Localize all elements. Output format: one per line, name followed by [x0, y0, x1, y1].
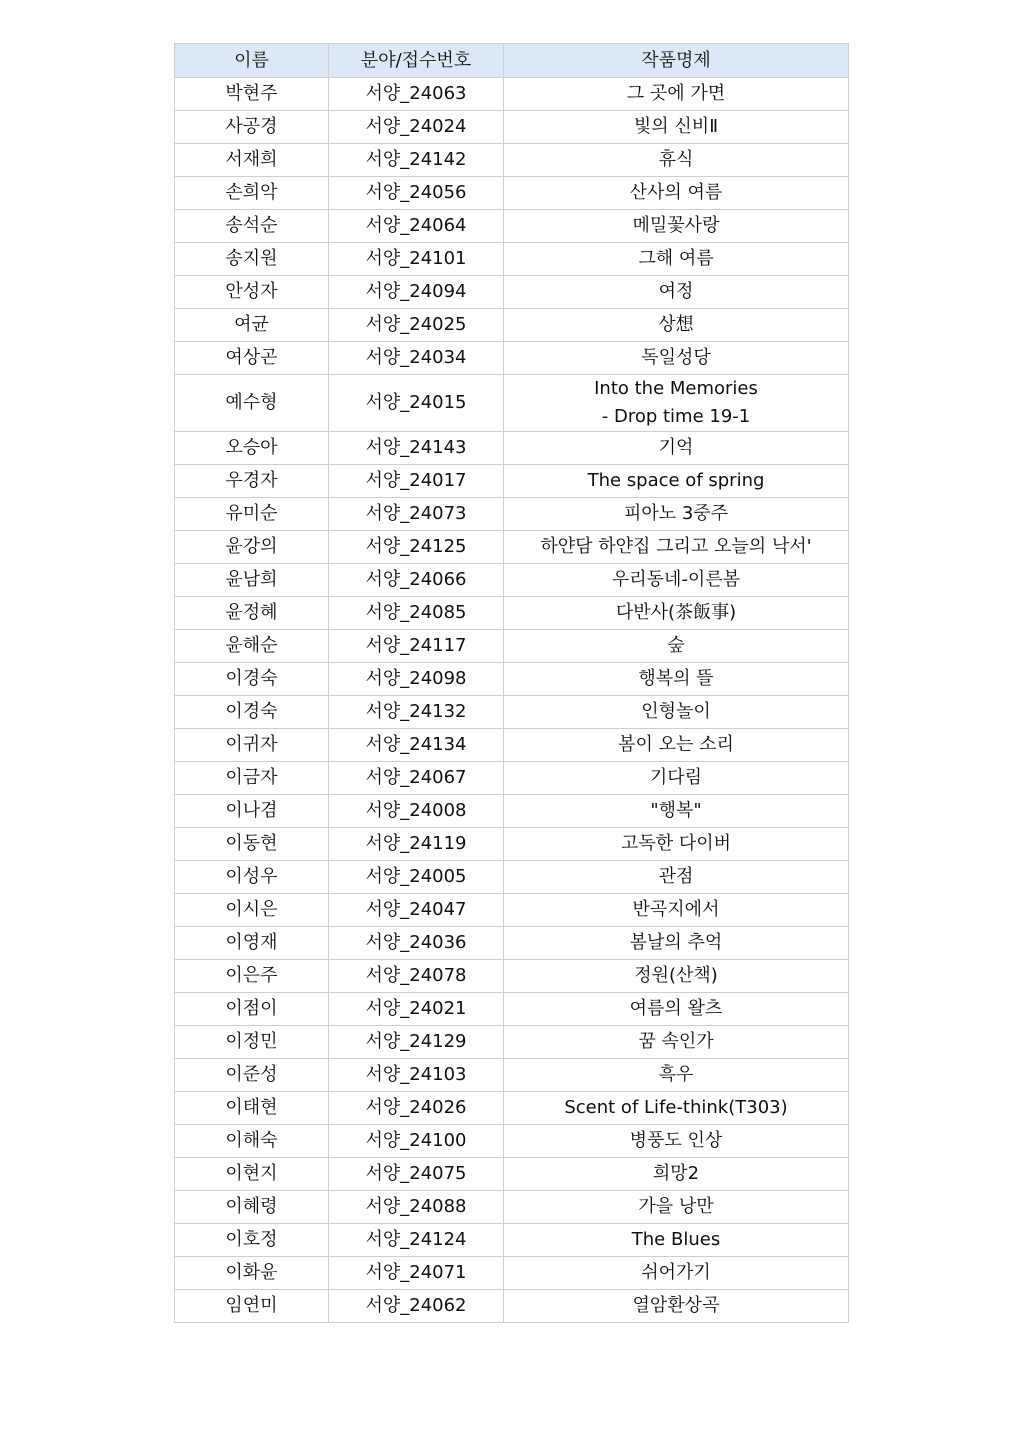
artwork-title-line: 하얀담 하얀집 그리고 오늘의 낙서' — [540, 536, 812, 557]
table-row — [175, 795, 849, 828]
table-row — [175, 78, 849, 111]
artist-name-cell: 윤강의 — [175, 531, 329, 564]
artwork-title-line: 피아노 3중주 — [623, 503, 729, 524]
table-row — [175, 276, 849, 309]
artwork-title-cell — [504, 1158, 849, 1191]
artwork-title-line: The Blues — [631, 1229, 721, 1250]
artist-name-cell: 임연미 — [175, 1290, 329, 1323]
artist-name-cell: 이경숙 — [175, 696, 329, 729]
artwork-title-cell — [504, 1059, 849, 1092]
table-row — [175, 465, 849, 498]
artist-name-cell: 이해숙 — [175, 1125, 329, 1158]
artwork-title-line: 우리동네-이른봄 — [611, 569, 741, 590]
entry-number-cell: 서양_24142 — [329, 144, 504, 177]
table-row — [175, 1290, 849, 1323]
artwork-title-cell — [504, 762, 849, 795]
entry-number-cell: 서양_24129 — [329, 1026, 504, 1059]
artwork-title-line: 희망2 — [652, 1163, 700, 1184]
entry-number-cell: 서양_24034 — [329, 342, 504, 375]
artwork-title-cell — [504, 1026, 849, 1059]
table-row — [175, 243, 849, 276]
entry-number-cell: 서양_24063 — [329, 78, 504, 111]
artist-name-cell: 이혜령 — [175, 1191, 329, 1224]
entry-number-cell: 서양_24134 — [329, 729, 504, 762]
artwork-title-cell — [504, 696, 849, 729]
table-row — [175, 177, 849, 210]
entry-number-cell: 서양_24071 — [329, 1257, 504, 1290]
artist-name-cell: 여균 — [175, 309, 329, 342]
artist-name-cell: 예수형 — [175, 375, 329, 432]
table-row — [175, 1158, 849, 1191]
artwork-title-line: 상想 — [658, 314, 694, 335]
artwork-title-cell — [504, 144, 849, 177]
header-artwork-title: 작품명제 — [504, 44, 849, 78]
artist-name-cell: 윤정혜 — [175, 597, 329, 630]
entry-number-cell: 서양_24017 — [329, 465, 504, 498]
artist-name-cell: 사공경 — [175, 111, 329, 144]
artist-name-cell: 이나겸 — [175, 795, 329, 828]
artist-name-cell: 여상곤 — [175, 342, 329, 375]
artwork-title-line: 병풍도 인상 — [629, 1130, 723, 1151]
artwork-title-line: 정원(산책) — [634, 965, 718, 986]
table-header — [175, 44, 849, 78]
table-row — [175, 1092, 849, 1125]
entry-number-cell: 서양_24103 — [329, 1059, 504, 1092]
artwork-title-cell — [504, 828, 849, 861]
artwork-title-cell — [504, 630, 849, 663]
artwork-title-line: - Drop time 19-1 — [601, 406, 751, 427]
entry-number-cell: 서양_24056 — [329, 177, 504, 210]
artwork-title-line: 기다림 — [649, 767, 703, 788]
table-row — [175, 861, 849, 894]
artwork-title-line: 기억 — [658, 437, 694, 458]
entry-number-cell: 서양_24067 — [329, 762, 504, 795]
table-row — [175, 1059, 849, 1092]
table-header-row — [175, 44, 849, 78]
header-category-number: 분야/접수번호 — [329, 44, 504, 78]
table-row — [175, 927, 849, 960]
artwork-title-line: 빛의 신비Ⅱ — [633, 116, 719, 137]
entry-number-cell: 서양_24085 — [329, 597, 504, 630]
table-row — [175, 1257, 849, 1290]
entry-number-cell: 서양_24088 — [329, 1191, 504, 1224]
artwork-title-line: 꿈 속인가 — [638, 1031, 714, 1052]
entry-number-cell: 서양_24075 — [329, 1158, 504, 1191]
table-row — [175, 1026, 849, 1059]
artwork-title-line: 그 곳에 가면 — [626, 83, 726, 104]
entry-number-cell: 서양_24143 — [329, 432, 504, 465]
artwork-title-cell — [504, 531, 849, 564]
artwork-title-line: The space of spring — [587, 470, 765, 491]
artwork-title-cell — [504, 1257, 849, 1290]
artwork-title-cell — [504, 564, 849, 597]
artwork-title-line: Into the Memories — [594, 378, 758, 399]
table-row — [175, 696, 849, 729]
artwork-title-cell — [504, 276, 849, 309]
table-row — [175, 663, 849, 696]
table-row — [175, 498, 849, 531]
artwork-title-line: 봄이 오는 소리 — [618, 734, 734, 755]
artwork-title-line: Scent of Life-think(T303) — [564, 1097, 788, 1118]
table-row — [175, 531, 849, 564]
artwork-title-cell — [504, 78, 849, 111]
artwork-title-cell — [504, 177, 849, 210]
artwork-title-cell — [504, 210, 849, 243]
artist-name-cell: 이금자 — [175, 762, 329, 795]
artwork-title-cell — [504, 1092, 849, 1125]
table-row — [175, 144, 849, 177]
artist-name-cell: 이경숙 — [175, 663, 329, 696]
artwork-title-line: 행복의 뜰 — [638, 668, 714, 689]
artwork-title-line: 인형놀이 — [641, 701, 711, 722]
artwork-title-line: 여름의 왈츠 — [629, 998, 723, 1019]
artwork-title-cell — [504, 375, 849, 432]
artist-name-cell: 이점이 — [175, 993, 329, 1026]
artist-name-cell: 이은주 — [175, 960, 329, 993]
entry-number-cell: 서양_24036 — [329, 927, 504, 960]
table-row — [175, 1125, 849, 1158]
table-row — [175, 828, 849, 861]
artwork-title-cell — [504, 1125, 849, 1158]
entry-number-cell: 서양_24124 — [329, 1224, 504, 1257]
table-row — [175, 894, 849, 927]
table-row — [175, 342, 849, 375]
entry-number-cell: 서양_24026 — [329, 1092, 504, 1125]
artist-name-cell: 송지원 — [175, 243, 329, 276]
entry-number-cell: 서양_24047 — [329, 894, 504, 927]
artwork-title-line: "행복" — [650, 800, 702, 821]
table-row — [175, 1191, 849, 1224]
artist-name-cell: 이호정 — [175, 1224, 329, 1257]
artist-name-cell: 이동현 — [175, 828, 329, 861]
artwork-title-cell — [504, 795, 849, 828]
artwork-title-line: 가을 낭만 — [638, 1196, 714, 1217]
artist-name-cell: 이영재 — [175, 927, 329, 960]
artist-name-cell: 오승아 — [175, 432, 329, 465]
table-row — [175, 375, 849, 432]
artist-name-cell: 윤해순 — [175, 630, 329, 663]
entry-number-cell: 서양_24094 — [329, 276, 504, 309]
header-name: 이름 — [175, 44, 329, 78]
artwork-title-cell — [504, 498, 849, 531]
artist-name-cell: 유미순 — [175, 498, 329, 531]
entry-number-cell: 서양_24005 — [329, 861, 504, 894]
table-row — [175, 762, 849, 795]
artwork-title-line: 독일성당 — [641, 347, 711, 368]
table-row — [175, 111, 849, 144]
artwork-title-cell — [504, 960, 849, 993]
artist-name-cell: 안성자 — [175, 276, 329, 309]
table-row — [175, 630, 849, 663]
artwork-title-cell — [504, 927, 849, 960]
artwork-title-cell — [504, 243, 849, 276]
table-body — [175, 78, 849, 1323]
entry-number-cell: 서양_24098 — [329, 663, 504, 696]
artist-name-cell: 손희악 — [175, 177, 329, 210]
table-row — [175, 564, 849, 597]
table-row — [175, 993, 849, 1026]
entry-number-cell: 서양_24025 — [329, 309, 504, 342]
artist-name-cell: 송석순 — [175, 210, 329, 243]
entry-number-cell: 서양_24119 — [329, 828, 504, 861]
artwork-title-line: 관점 — [658, 866, 694, 887]
artist-name-cell: 우경자 — [175, 465, 329, 498]
artwork-title-line: 흑우 — [658, 1064, 694, 1085]
artwork-title-cell — [504, 111, 849, 144]
artist-name-cell: 이정민 — [175, 1026, 329, 1059]
entry-number-cell: 서양_24066 — [329, 564, 504, 597]
artist-name-cell: 이화윤 — [175, 1257, 329, 1290]
artist-name-cell: 이귀자 — [175, 729, 329, 762]
entry-number-cell: 서양_24021 — [329, 993, 504, 1026]
artwork-title-cell — [504, 342, 849, 375]
entry-number-cell: 서양_24132 — [329, 696, 504, 729]
table-row — [175, 597, 849, 630]
artwork-title-cell — [504, 465, 849, 498]
entry-list-table — [174, 43, 849, 1323]
artwork-title-line: 봄날의 추억 — [629, 932, 723, 953]
entry-list-table-container — [174, 43, 848, 1323]
artwork-title-line: 다반사(茶飯事) — [615, 602, 737, 623]
artist-name-cell: 윤남희 — [175, 564, 329, 597]
artwork-title-line: 여정 — [658, 281, 694, 302]
table-row — [175, 210, 849, 243]
artwork-title-line: 반곡지에서 — [632, 899, 720, 920]
table-row — [175, 1224, 849, 1257]
artwork-title-cell — [504, 729, 849, 762]
artwork-title-line: 휴식 — [658, 149, 694, 170]
entry-number-cell: 서양_24015 — [329, 375, 504, 432]
table-row — [175, 960, 849, 993]
artist-name-cell: 이현지 — [175, 1158, 329, 1191]
entry-number-cell: 서양_24062 — [329, 1290, 504, 1323]
artwork-title-line: 쉬어가기 — [641, 1262, 711, 1283]
artist-name-cell: 이시은 — [175, 894, 329, 927]
artwork-title-cell — [504, 597, 849, 630]
artwork-title-cell — [504, 432, 849, 465]
artwork-title-cell — [504, 894, 849, 927]
artwork-title-cell — [504, 1191, 849, 1224]
entry-number-cell: 서양_24008 — [329, 795, 504, 828]
entry-number-cell: 서양_24101 — [329, 243, 504, 276]
entry-number-cell: 서양_24100 — [329, 1125, 504, 1158]
artwork-title-line: 산사의 여름 — [629, 182, 723, 203]
artist-name-cell: 박현주 — [175, 78, 329, 111]
entry-number-cell: 서양_24117 — [329, 630, 504, 663]
artist-name-cell: 이성우 — [175, 861, 329, 894]
artwork-title-line: 열암환상곡 — [632, 1295, 720, 1316]
artwork-title-line: 숲 — [667, 635, 685, 656]
artwork-title-cell — [504, 993, 849, 1026]
table-row — [175, 309, 849, 342]
entry-number-cell: 서양_24078 — [329, 960, 504, 993]
artwork-title-line: 메밀꽃사랑 — [632, 215, 720, 236]
artwork-title-cell — [504, 1224, 849, 1257]
artwork-title-cell — [504, 309, 849, 342]
artist-name-cell: 이태현 — [175, 1092, 329, 1125]
table-row — [175, 432, 849, 465]
artwork-title-line: 고독한 다이버 — [620, 833, 732, 854]
artwork-title-cell — [504, 1290, 849, 1323]
artwork-title-cell — [504, 861, 849, 894]
artist-name-cell: 이준성 — [175, 1059, 329, 1092]
entry-number-cell: 서양_24024 — [329, 111, 504, 144]
artwork-title-line: 그해 여름 — [638, 248, 714, 269]
entry-number-cell: 서양_24125 — [329, 531, 504, 564]
artwork-title-cell — [504, 663, 849, 696]
table-row — [175, 729, 849, 762]
entry-number-cell: 서양_24073 — [329, 498, 504, 531]
entry-number-cell: 서양_24064 — [329, 210, 504, 243]
artist-name-cell: 서재희 — [175, 144, 329, 177]
